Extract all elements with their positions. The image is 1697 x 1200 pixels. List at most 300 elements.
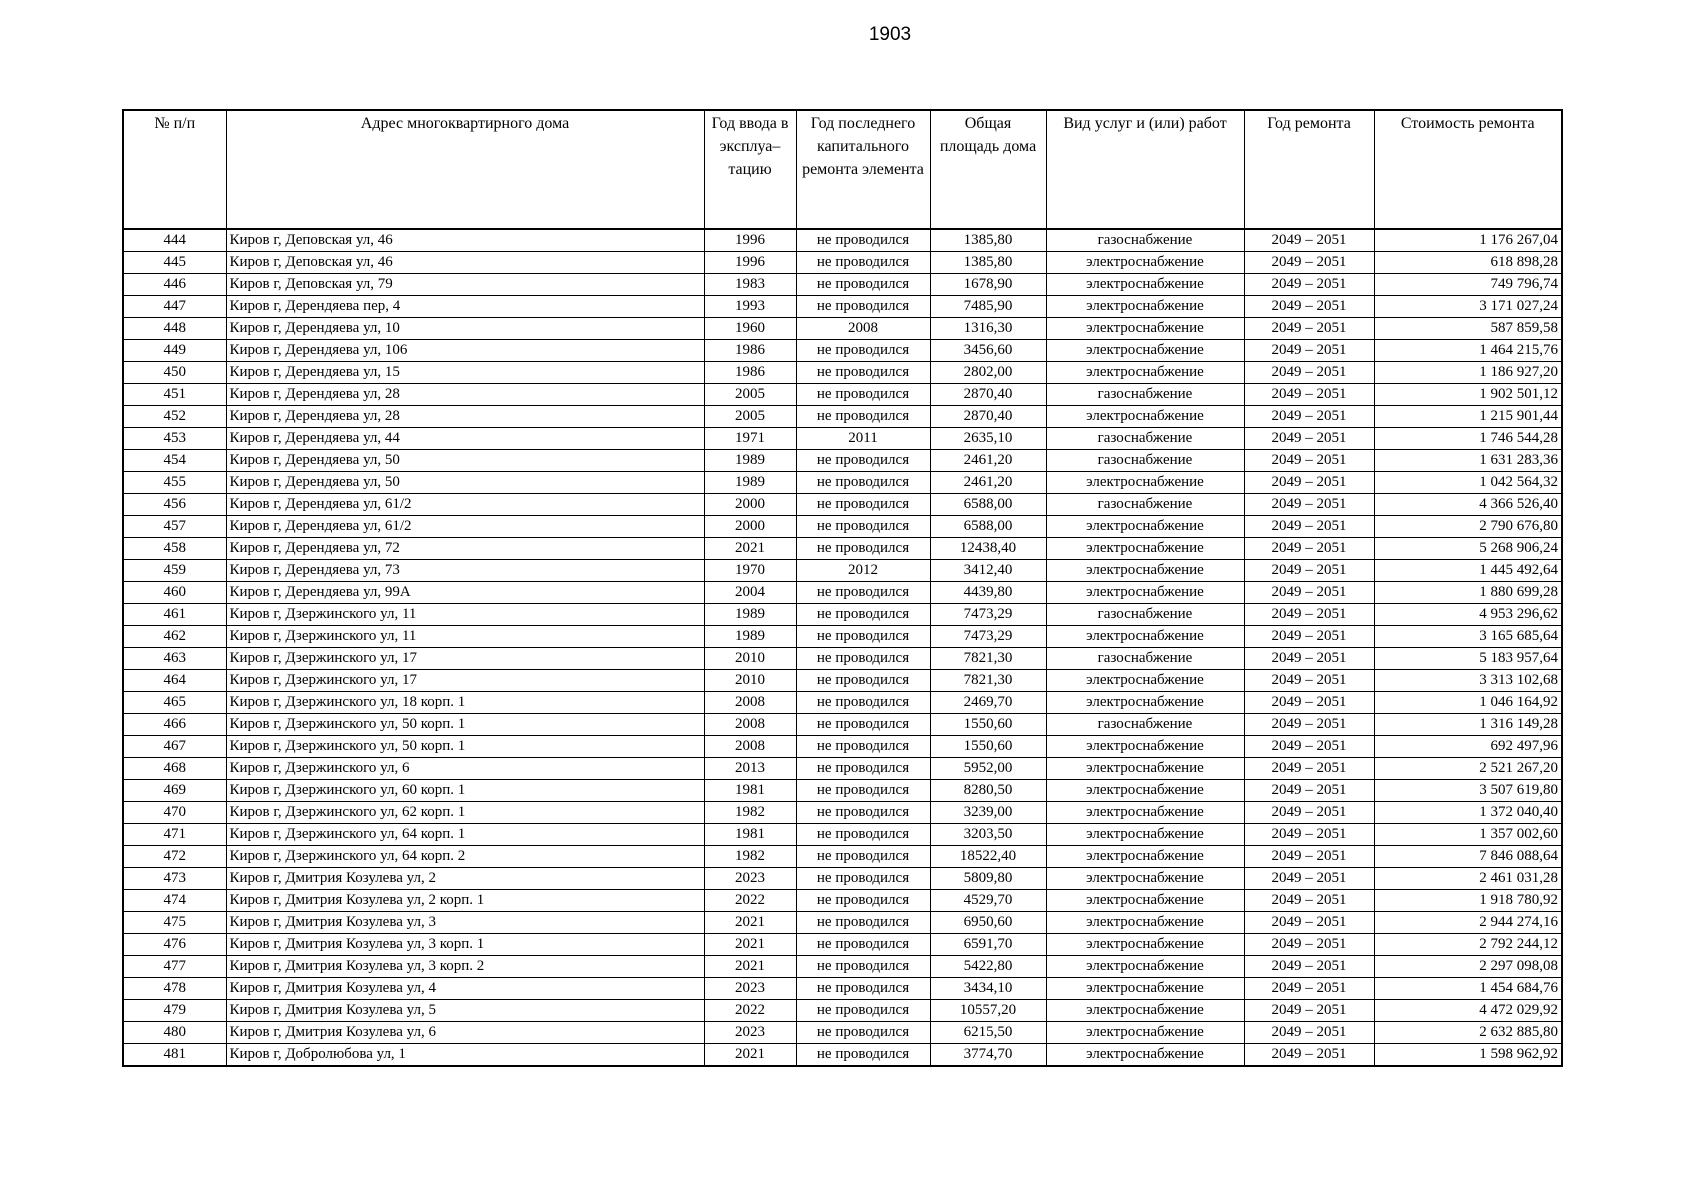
row-area: 7821,30: [930, 648, 1046, 670]
row-cost: 3 313 102,68: [1374, 670, 1562, 692]
row-area: 2461,20: [930, 472, 1046, 494]
row-address: Киров г, Дерендяева ул, 44: [226, 428, 704, 450]
row-number: 467: [123, 736, 226, 758]
row-address: Киров г, Дзержинского ул, 60 корп. 1: [226, 780, 704, 802]
row-address: Киров г, Дерендяева ул, 72: [226, 538, 704, 560]
row-service: электроснабжение: [1046, 1000, 1244, 1022]
row-number: 468: [123, 758, 226, 780]
table-row: [123, 824, 1562, 846]
table-row: [123, 560, 1562, 582]
row-last-repair: не проводился: [796, 538, 930, 560]
row-area: 6215,50: [930, 1022, 1046, 1044]
row-cost: 1 445 492,64: [1374, 560, 1562, 582]
row-service: электроснабжение: [1046, 934, 1244, 956]
row-year-built: 2023: [704, 978, 796, 1000]
row-service: электроснабжение: [1046, 560, 1244, 582]
row-service: электроснабжение: [1046, 318, 1244, 340]
row-number: 447: [123, 296, 226, 318]
row-area: 1316,30: [930, 318, 1046, 340]
row-service: газоснабжение: [1046, 384, 1244, 406]
row-area: 2870,40: [930, 406, 1046, 428]
row-address: Киров г, Дмитрия Козулева ул, 2: [226, 868, 704, 890]
row-cost: 3 171 027,24: [1374, 296, 1562, 318]
row-service: электроснабжение: [1046, 868, 1244, 890]
row-area: 2802,00: [930, 362, 1046, 384]
row-repair-year: 2049 – 2051: [1244, 538, 1374, 560]
table-row: [123, 736, 1562, 758]
table-row: [123, 428, 1562, 450]
row-number: 476: [123, 934, 226, 956]
row-address: Киров г, Дзержинского ул, 6: [226, 758, 704, 780]
row-last-repair: не проводился: [796, 978, 930, 1000]
table-row: [123, 714, 1562, 736]
row-repair-year: 2049 – 2051: [1244, 934, 1374, 956]
row-year-built: 1996: [704, 229, 796, 252]
row-address: Киров г, Дерендяева ул, 50: [226, 450, 704, 472]
row-area: 4439,80: [930, 582, 1046, 604]
header-service-type: Вид услуг и (или) работ: [1046, 110, 1244, 229]
row-cost: 1 598 962,92: [1374, 1044, 1562, 1067]
row-service: газоснабжение: [1046, 648, 1244, 670]
row-year-built: 1996: [704, 252, 796, 274]
row-area: 3412,40: [930, 560, 1046, 582]
row-cost: 2 297 098,08: [1374, 956, 1562, 978]
row-service: электроснабжение: [1046, 582, 1244, 604]
row-cost: 1 186 927,20: [1374, 362, 1562, 384]
table-row: [123, 890, 1562, 912]
row-address: Киров г, Дерендяева ул, 99А: [226, 582, 704, 604]
row-repair-year: 2049 – 2051: [1244, 229, 1374, 252]
row-service: газоснабжение: [1046, 714, 1244, 736]
row-address: Киров г, Дерендяева ул, 106: [226, 340, 704, 362]
row-area: 1678,90: [930, 274, 1046, 296]
row-year-built: 1989: [704, 626, 796, 648]
row-cost: 1 176 267,04: [1374, 229, 1562, 252]
row-area: 1550,60: [930, 714, 1046, 736]
row-area: 7473,29: [930, 626, 1046, 648]
row-last-repair: не проводился: [796, 229, 930, 252]
row-service: электроснабжение: [1046, 340, 1244, 362]
row-number: 464: [123, 670, 226, 692]
row-number: 474: [123, 890, 226, 912]
header-repair-year: Год ремонта: [1244, 110, 1374, 229]
row-last-repair: не проводился: [796, 516, 930, 538]
row-service: газоснабжение: [1046, 604, 1244, 626]
row-repair-year: 2049 – 2051: [1244, 912, 1374, 934]
table-row: [123, 252, 1562, 274]
row-number: 460: [123, 582, 226, 604]
row-year-built: 2021: [704, 956, 796, 978]
row-last-repair: 2012: [796, 560, 930, 582]
row-area: 6588,00: [930, 516, 1046, 538]
table-body: [123, 229, 1562, 1066]
row-repair-year: 2049 – 2051: [1244, 582, 1374, 604]
row-year-built: 2008: [704, 736, 796, 758]
row-repair-year: 2049 – 2051: [1244, 516, 1374, 538]
row-area: 18522,40: [930, 846, 1046, 868]
row-number: 478: [123, 978, 226, 1000]
table-row: [123, 626, 1562, 648]
row-number: 444: [123, 229, 226, 252]
row-number: 480: [123, 1022, 226, 1044]
row-cost: 1 902 501,12: [1374, 384, 1562, 406]
table-row: [123, 362, 1562, 384]
row-area: 7473,29: [930, 604, 1046, 626]
row-service: электроснабжение: [1046, 846, 1244, 868]
row-last-repair: не проводился: [796, 956, 930, 978]
row-repair-year: 2049 – 2051: [1244, 978, 1374, 1000]
row-repair-year: 2049 – 2051: [1244, 714, 1374, 736]
row-service: электроснабжение: [1046, 736, 1244, 758]
row-address: Киров г, Дерендяева ул, 15: [226, 362, 704, 384]
row-year-built: 1981: [704, 824, 796, 846]
row-year-built: 2022: [704, 1000, 796, 1022]
row-service: электроснабжение: [1046, 758, 1244, 780]
row-number: 459: [123, 560, 226, 582]
row-service: электроснабжение: [1046, 296, 1244, 318]
row-area: 2870,40: [930, 384, 1046, 406]
row-number: 448: [123, 318, 226, 340]
row-cost: 692 497,96: [1374, 736, 1562, 758]
row-last-repair: не проводился: [796, 626, 930, 648]
row-last-repair: не проводился: [796, 252, 930, 274]
row-last-repair: не проводился: [796, 736, 930, 758]
row-repair-year: 2049 – 2051: [1244, 626, 1374, 648]
row-cost: 1 631 283,36: [1374, 450, 1562, 472]
row-cost: 1 918 780,92: [1374, 890, 1562, 912]
row-area: 12438,40: [930, 538, 1046, 560]
row-number: 454: [123, 450, 226, 472]
row-last-repair: не проводился: [796, 274, 930, 296]
row-address: Киров г, Дзержинского ул, 17: [226, 670, 704, 692]
row-cost: 2 790 676,80: [1374, 516, 1562, 538]
row-cost: 2 521 267,20: [1374, 758, 1562, 780]
row-repair-year: 2049 – 2051: [1244, 824, 1374, 846]
row-last-repair: 2008: [796, 318, 930, 340]
table-row: [123, 912, 1562, 934]
row-address: Киров г, Добролюбова ул, 1: [226, 1044, 704, 1067]
row-last-repair: не проводился: [796, 450, 930, 472]
row-number: 475: [123, 912, 226, 934]
row-area: 6588,00: [930, 494, 1046, 516]
row-area: 10557,20: [930, 1000, 1046, 1022]
table-row: [123, 978, 1562, 1000]
row-year-built: 1986: [704, 362, 796, 384]
row-cost: 1 357 002,60: [1374, 824, 1562, 846]
row-repair-year: 2049 – 2051: [1244, 648, 1374, 670]
row-address: Киров г, Дерендяева ул, 61/2: [226, 516, 704, 538]
row-number: 449: [123, 340, 226, 362]
row-area: 3239,00: [930, 802, 1046, 824]
row-year-built: 1986: [704, 340, 796, 362]
row-number: 451: [123, 384, 226, 406]
table-row: [123, 274, 1562, 296]
row-cost: 4 472 029,92: [1374, 1000, 1562, 1022]
row-last-repair: не проводился: [796, 340, 930, 362]
table-row: [123, 472, 1562, 494]
row-service: электроснабжение: [1046, 626, 1244, 648]
row-year-built: 1989: [704, 472, 796, 494]
row-address: Киров г, Дмитрия Козулева ул, 3 корп. 1: [226, 934, 704, 956]
row-cost: 2 632 885,80: [1374, 1022, 1562, 1044]
table-row: [123, 296, 1562, 318]
row-cost: 1 215 901,44: [1374, 406, 1562, 428]
row-last-repair: не проводился: [796, 890, 930, 912]
row-year-built: 2013: [704, 758, 796, 780]
table-row: [123, 340, 1562, 362]
row-number: 445: [123, 252, 226, 274]
table-row: [123, 1022, 1562, 1044]
row-last-repair: не проводился: [796, 670, 930, 692]
row-address: Киров г, Дзержинского ул, 50 корп. 1: [226, 714, 704, 736]
row-year-built: 1982: [704, 802, 796, 824]
row-number: 465: [123, 692, 226, 714]
row-year-built: 2021: [704, 912, 796, 934]
row-number: 477: [123, 956, 226, 978]
row-repair-year: 2049 – 2051: [1244, 868, 1374, 890]
row-address: Киров г, Дзержинского ул, 11: [226, 604, 704, 626]
row-last-repair: не проводился: [796, 494, 930, 516]
row-repair-year: 2049 – 2051: [1244, 846, 1374, 868]
row-number: 473: [123, 868, 226, 890]
row-area: 6950,60: [930, 912, 1046, 934]
row-cost: 587 859,58: [1374, 318, 1562, 340]
row-service: электроснабжение: [1046, 912, 1244, 934]
row-number: 453: [123, 428, 226, 450]
row-service: электроснабжение: [1046, 670, 1244, 692]
row-number: 472: [123, 846, 226, 868]
row-address: Киров г, Дмитрия Козулева ул, 2 корп. 1: [226, 890, 704, 912]
table-row: [123, 582, 1562, 604]
row-repair-year: 2049 – 2051: [1244, 1000, 1374, 1022]
row-last-repair: не проводился: [796, 802, 930, 824]
table-row: [123, 538, 1562, 560]
row-number: 469: [123, 780, 226, 802]
table-row: [123, 868, 1562, 890]
row-area: 2469,70: [930, 692, 1046, 714]
row-last-repair: не проводился: [796, 1000, 930, 1022]
row-repair-year: 2049 – 2051: [1244, 604, 1374, 626]
table-row: [123, 229, 1562, 252]
table-row: [123, 802, 1562, 824]
table-row: [123, 956, 1562, 978]
row-last-repair: не проводился: [796, 604, 930, 626]
row-repair-year: 2049 – 2051: [1244, 560, 1374, 582]
row-year-built: 2010: [704, 670, 796, 692]
row-service: электроснабжение: [1046, 516, 1244, 538]
row-area: 7821,30: [930, 670, 1046, 692]
row-year-built: 1970: [704, 560, 796, 582]
row-repair-year: 2049 – 2051: [1244, 758, 1374, 780]
row-area: 3434,10: [930, 978, 1046, 1000]
header-number: № п/п: [123, 110, 226, 229]
row-cost: 1 464 215,76: [1374, 340, 1562, 362]
row-repair-year: 2049 – 2051: [1244, 802, 1374, 824]
row-address: Киров г, Дерендяева ул, 10: [226, 318, 704, 340]
row-year-built: 1989: [704, 604, 796, 626]
row-address: Киров г, Дерендяева ул, 28: [226, 406, 704, 428]
row-repair-year: 2049 – 2051: [1244, 406, 1374, 428]
row-repair-year: 2049 – 2051: [1244, 384, 1374, 406]
row-number: 456: [123, 494, 226, 516]
row-area: 6591,70: [930, 934, 1046, 956]
row-repair-year: 2049 – 2051: [1244, 890, 1374, 912]
row-number: 479: [123, 1000, 226, 1022]
row-service: электроснабжение: [1046, 252, 1244, 274]
row-year-built: 1983: [704, 274, 796, 296]
row-address: Киров г, Деповская ул, 46: [226, 229, 704, 252]
row-number: 458: [123, 538, 226, 560]
row-repair-year: 2049 – 2051: [1244, 1044, 1374, 1067]
row-cost: 7 846 088,64: [1374, 846, 1562, 868]
row-number: 463: [123, 648, 226, 670]
row-year-built: 2021: [704, 934, 796, 956]
row-year-built: 1982: [704, 846, 796, 868]
row-repair-year: 2049 – 2051: [1244, 252, 1374, 274]
row-cost: 1 316 149,28: [1374, 714, 1562, 736]
header-repair-cost: Стоимость ремонта: [1374, 110, 1562, 229]
row-cost: 2 792 244,12: [1374, 934, 1562, 956]
row-last-repair: не проводился: [796, 1044, 930, 1067]
row-service: электроснабжение: [1046, 274, 1244, 296]
row-cost: 1 880 699,28: [1374, 582, 1562, 604]
row-last-repair: не проводился: [796, 648, 930, 670]
row-address: Киров г, Дзержинского ул, 64 корп. 2: [226, 846, 704, 868]
row-last-repair: не проводился: [796, 692, 930, 714]
row-repair-year: 2049 – 2051: [1244, 736, 1374, 758]
row-repair-year: 2049 – 2051: [1244, 450, 1374, 472]
row-address: Киров г, Деповская ул, 79: [226, 274, 704, 296]
table-row: [123, 648, 1562, 670]
row-cost: 4 366 526,40: [1374, 494, 1562, 516]
row-area: 1550,60: [930, 736, 1046, 758]
row-address: Киров г, Дмитрия Козулева ул, 3 корп. 2: [226, 956, 704, 978]
row-service: электроснабжение: [1046, 362, 1244, 384]
row-last-repair: не проводился: [796, 824, 930, 846]
header-address: Адрес многоквартирного дома: [226, 110, 704, 229]
row-service: электроснабжение: [1046, 538, 1244, 560]
row-area: 1385,80: [930, 252, 1046, 274]
table-row: [123, 692, 1562, 714]
row-address: Киров г, Дмитрия Козулева ул, 6: [226, 1022, 704, 1044]
row-last-repair: не проводился: [796, 912, 930, 934]
table-row: [123, 670, 1562, 692]
row-cost: 5 268 906,24: [1374, 538, 1562, 560]
header-total-area: Общая площадь дома: [930, 110, 1046, 229]
row-year-built: 2023: [704, 1022, 796, 1044]
row-address: Киров г, Дерендяева ул, 61/2: [226, 494, 704, 516]
row-service: электроснабжение: [1046, 978, 1244, 1000]
row-cost: 3 507 619,80: [1374, 780, 1562, 802]
table-row: [123, 934, 1562, 956]
row-repair-year: 2049 – 2051: [1244, 428, 1374, 450]
row-service: электроснабжение: [1046, 406, 1244, 428]
row-service: электроснабжение: [1046, 780, 1244, 802]
table-row: [123, 516, 1562, 538]
row-last-repair: не проводился: [796, 780, 930, 802]
row-address: Киров г, Дмитрия Козулева ул, 5: [226, 1000, 704, 1022]
table-row: [123, 1000, 1562, 1022]
row-year-built: 2008: [704, 692, 796, 714]
row-address: Киров г, Дзержинского ул, 64 корп. 1: [226, 824, 704, 846]
table-row: [123, 406, 1562, 428]
row-last-repair: не проводился: [796, 846, 930, 868]
header-year-built: Год ввода в эксплуа–тацию: [704, 110, 796, 229]
table-row: [123, 494, 1562, 516]
row-area: 3456,60: [930, 340, 1046, 362]
row-address: Киров г, Дзержинского ул, 50 корп. 1: [226, 736, 704, 758]
row-address: Киров г, Дзержинского ул, 18 корп. 1: [226, 692, 704, 714]
row-last-repair: не проводился: [796, 406, 930, 428]
row-cost: 5 183 957,64: [1374, 648, 1562, 670]
row-last-repair: не проводился: [796, 1022, 930, 1044]
row-year-built: 2022: [704, 890, 796, 912]
table-row: [123, 318, 1562, 340]
row-address: Киров г, Дзержинского ул, 62 корп. 1: [226, 802, 704, 824]
row-last-repair: не проводился: [796, 384, 930, 406]
row-repair-year: 2049 – 2051: [1244, 956, 1374, 978]
row-address: Киров г, Дзержинского ул, 17: [226, 648, 704, 670]
row-service: электроснабжение: [1046, 472, 1244, 494]
row-last-repair: не проводился: [796, 934, 930, 956]
row-repair-year: 2049 – 2051: [1244, 340, 1374, 362]
row-year-built: 2004: [704, 582, 796, 604]
row-cost: 4 953 296,62: [1374, 604, 1562, 626]
header-last-repair-year: Год последнего капитального ремонта элемента: [796, 110, 930, 229]
row-address: Киров г, Дерендяева ул, 28: [226, 384, 704, 406]
row-service: газоснабжение: [1046, 428, 1244, 450]
row-area: 8280,50: [930, 780, 1046, 802]
row-repair-year: 2049 – 2051: [1244, 1022, 1374, 1044]
row-number: 462: [123, 626, 226, 648]
row-repair-year: 2049 – 2051: [1244, 692, 1374, 714]
row-area: 3774,70: [930, 1044, 1046, 1067]
table-row: [123, 846, 1562, 868]
table-row: [123, 604, 1562, 626]
row-year-built: 2010: [704, 648, 796, 670]
row-number: 481: [123, 1044, 226, 1067]
row-address: Киров г, Дерендяева ул, 73: [226, 560, 704, 582]
row-year-built: 2005: [704, 406, 796, 428]
row-service: газоснабжение: [1046, 450, 1244, 472]
row-last-repair: не проводился: [796, 296, 930, 318]
row-service: газоснабжение: [1046, 494, 1244, 516]
row-year-built: 2023: [704, 868, 796, 890]
page-number: 1903: [868, 24, 912, 45]
row-cost: 1 042 564,32: [1374, 472, 1562, 494]
row-repair-year: 2049 – 2051: [1244, 362, 1374, 384]
row-cost: 1 372 040,40: [1374, 802, 1562, 824]
row-area: 2461,20: [930, 450, 1046, 472]
row-address: Киров г, Дмитрия Козулева ул, 3: [226, 912, 704, 934]
table-row: [123, 1044, 1562, 1067]
row-service: электроснабжение: [1046, 1044, 1244, 1067]
row-number: 461: [123, 604, 226, 626]
row-number: 470: [123, 802, 226, 824]
row-repair-year: 2049 – 2051: [1244, 296, 1374, 318]
row-service: электроснабжение: [1046, 956, 1244, 978]
row-cost: 749 796,74: [1374, 274, 1562, 296]
row-year-built: 1981: [704, 780, 796, 802]
row-repair-year: 2049 – 2051: [1244, 670, 1374, 692]
row-last-repair: не проводился: [796, 758, 930, 780]
row-area: 4529,70: [930, 890, 1046, 912]
row-service: электроснабжение: [1046, 802, 1244, 824]
row-cost: 2 944 274,16: [1374, 912, 1562, 934]
row-year-built: 1960: [704, 318, 796, 340]
table-row: [123, 780, 1562, 802]
row-address: Киров г, Деповская ул, 46: [226, 252, 704, 274]
